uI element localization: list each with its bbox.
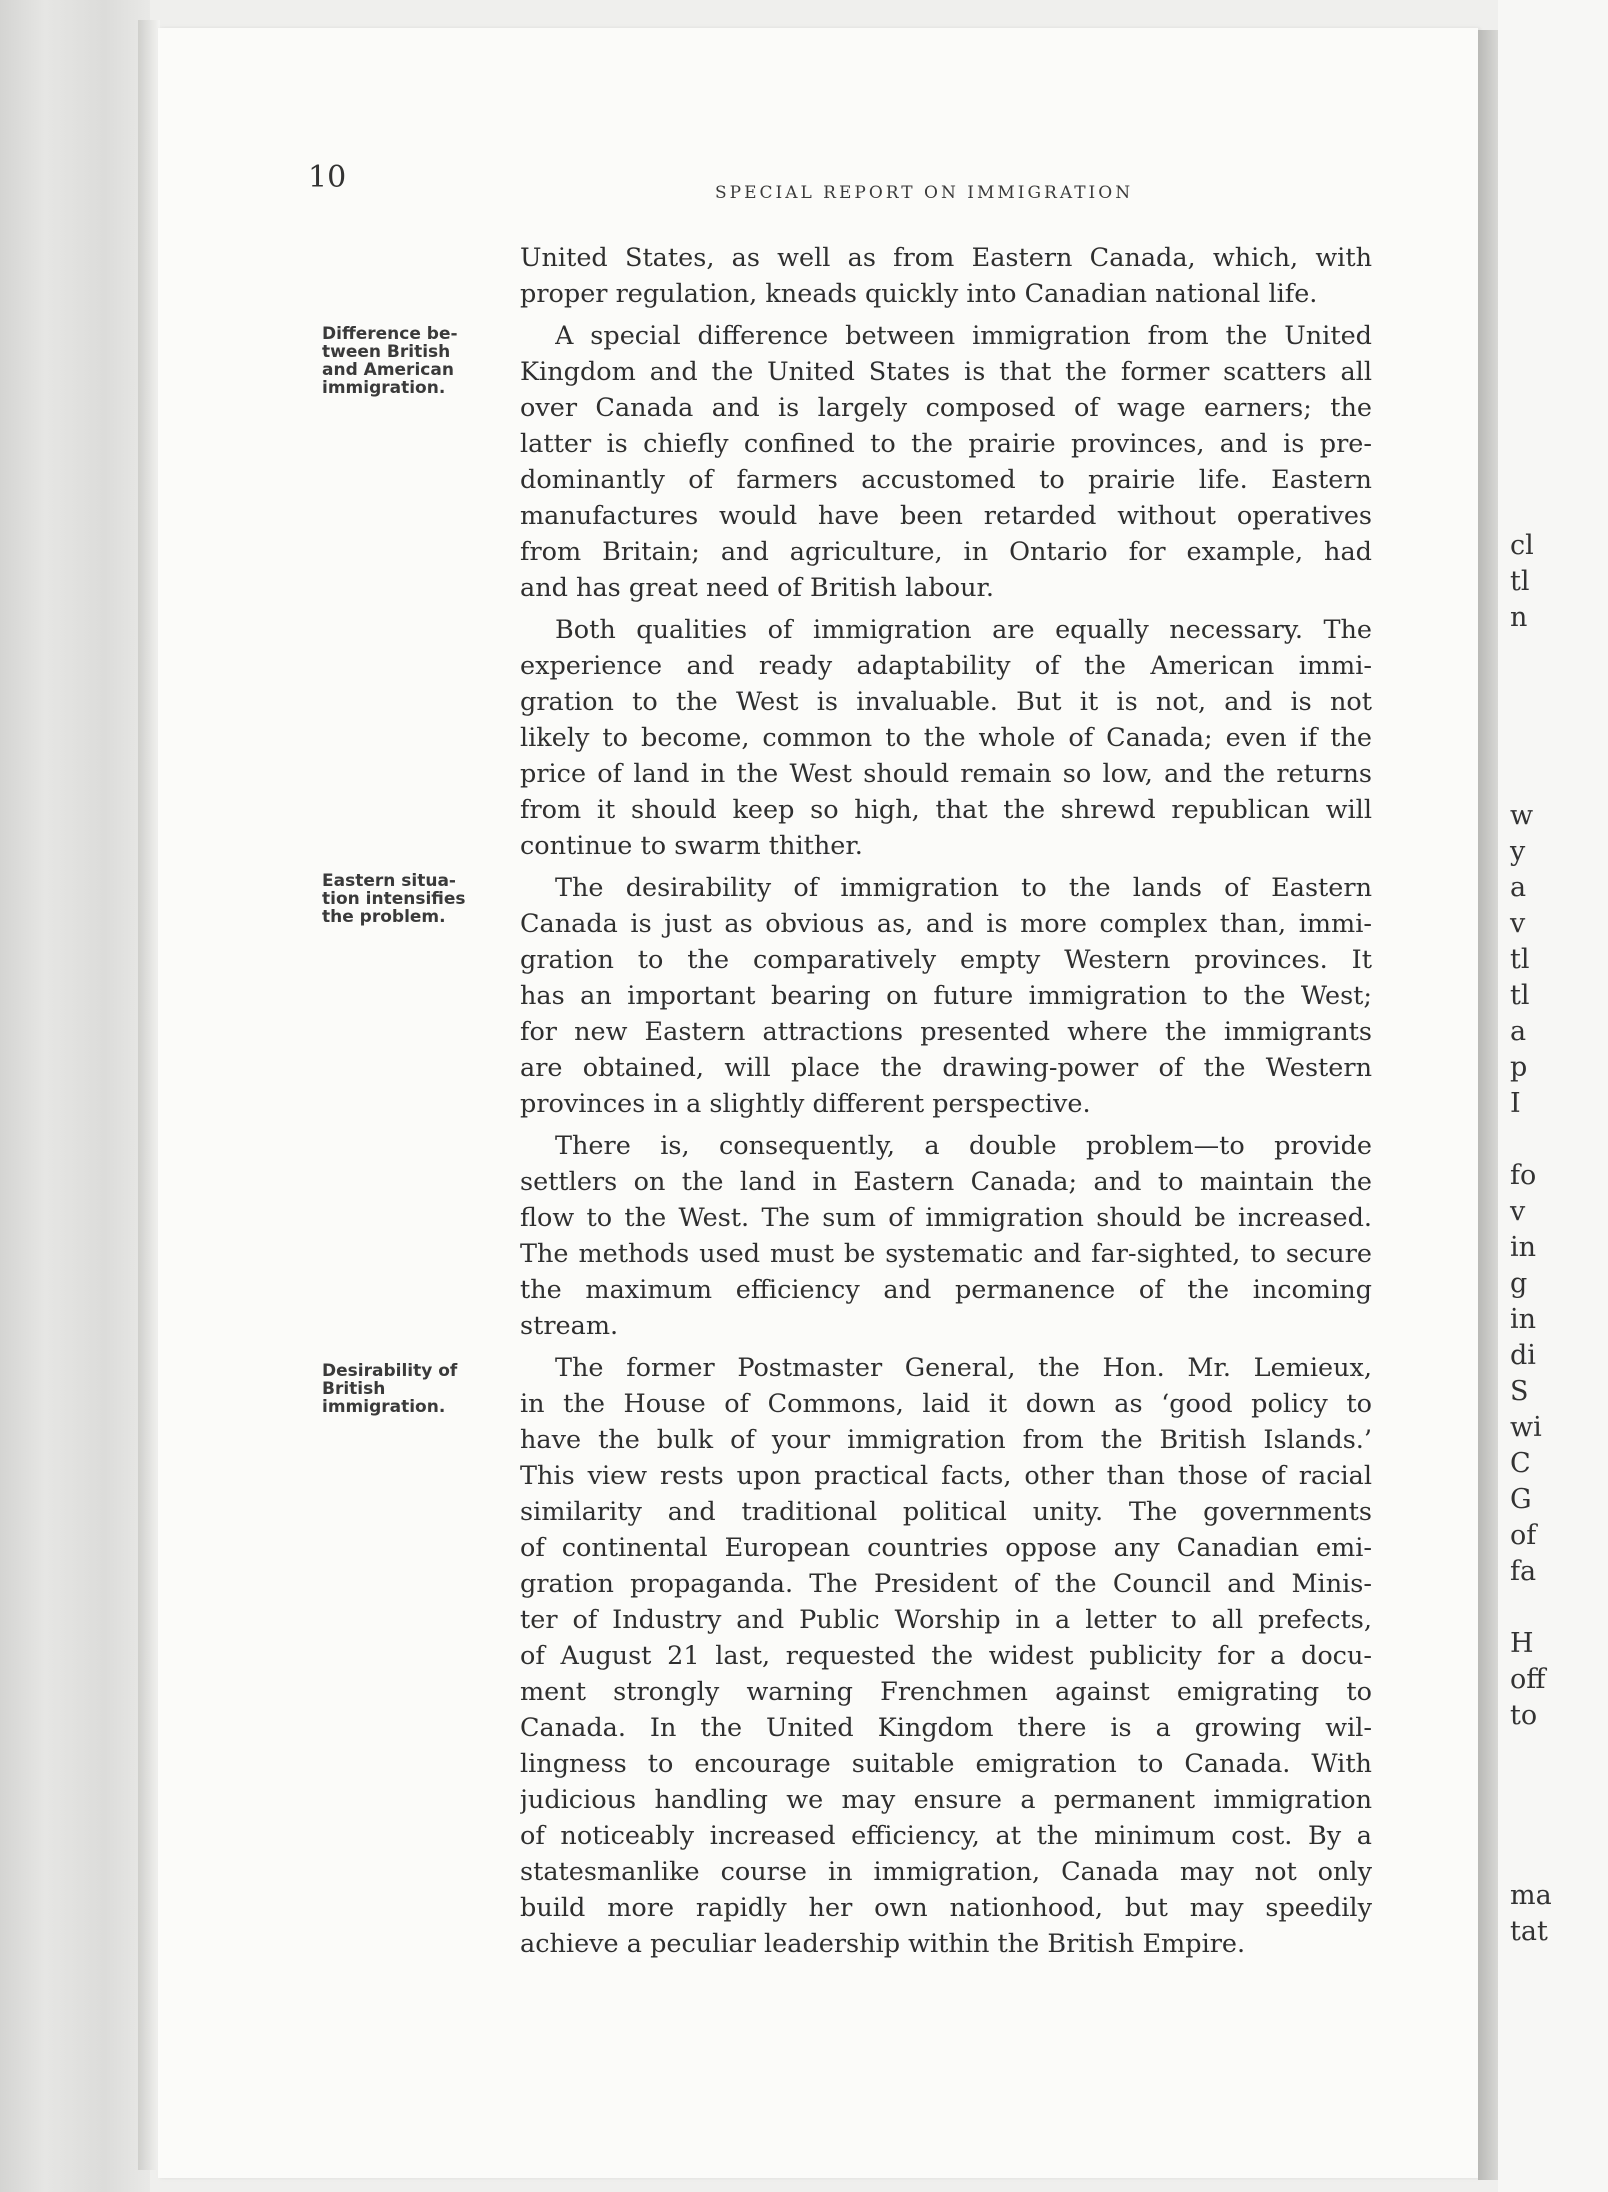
body-line: The desirability of immigration to the lands of Eastern [555, 873, 1372, 903]
sidenote-line: Difference be- [322, 324, 458, 344]
next-page-fragment: ma [1510, 1880, 1552, 1911]
page-number: 10 [308, 160, 347, 195]
sidenote-line: tion intensifies [322, 889, 466, 909]
sidenote-line: Desirability of [322, 1361, 458, 1381]
gutter-shadow [1478, 30, 1498, 2180]
body-line: from it should keep so high, that the shrewd republican will [520, 795, 1372, 825]
body-line: United States, as well as from Eastern Canada, which, with [520, 243, 1372, 273]
body-line: of August 21 last, requested the widest publicity for a docu- [520, 1641, 1372, 1671]
body-line: achieve a peculiar leadership within the British Empire. [520, 1929, 1246, 1959]
body-line: There is, consequently, a double problem—to provide [555, 1131, 1372, 1161]
sidenote-eastern [322, 872, 492, 926]
next-page-fragment: tl [1510, 566, 1530, 597]
next-page-fragment: a [1510, 872, 1527, 903]
body-line: flow to the West. The sum of immigration should be increased. [520, 1203, 1372, 1233]
next-page-fragment: tat [1510, 1916, 1548, 1947]
next-page-fragment: fo [1510, 1160, 1537, 1191]
body-line: likely to become, common to the whole of Canada; even if the [520, 723, 1372, 753]
next-page-fragment: w [1510, 800, 1534, 831]
next-page-fragment: y [1510, 836, 1526, 867]
body-line: statesmanlike course in immigration, Canada may not only [520, 1857, 1372, 1887]
body-line: stream. [520, 1311, 619, 1341]
next-page-fragment: off [1510, 1664, 1546, 1695]
running-head: SPECIAL REPORT ON IMMIGRATION [715, 183, 1134, 203]
body-line: gration propaganda. The President of the Council and Minis- [520, 1569, 1372, 1599]
body-line: have the bulk of your immigration from the British Islands.’ [520, 1425, 1372, 1455]
next-page-fragment: in [1510, 1232, 1537, 1263]
body-line: for new Eastern attractions presented where the immigrants [520, 1017, 1372, 1047]
body-line: over Canada and is largely composed of wage earners; the [520, 393, 1372, 423]
body-line: manufactures would have been retarded without operatives [520, 501, 1372, 531]
body-line: ter of Industry and Public Worship in a letter to all prefects, [520, 1605, 1372, 1635]
body-line: Kingdom and the United States is that the former scatters all [520, 357, 1372, 387]
sidenote-line: British [322, 1379, 386, 1399]
sidenote-desirability [322, 1362, 492, 1416]
next-page-fragment: v [1510, 908, 1526, 939]
body-line: provinces in a slightly different perspective. [520, 1089, 1091, 1119]
body-line: latter is chiefly confined to the prairie provinces, and is pre- [520, 429, 1372, 459]
body-line: in the House of Commons, laid it down as ‘good policy to [520, 1389, 1372, 1419]
next-page-fragment: S [1510, 1376, 1529, 1407]
next-page-fragment: H [1510, 1628, 1534, 1659]
next-page-fragment: to [1510, 1700, 1538, 1731]
body-line: the maximum efficiency and permanence of the incoming [520, 1275, 1372, 1305]
next-page-fragment: n [1510, 602, 1528, 633]
sidenote-line: tween British [322, 342, 451, 362]
next-page-fragment: fa [1510, 1556, 1537, 1587]
sidenote-line: and American [322, 360, 454, 380]
next-page-fragment: C [1510, 1448, 1531, 1479]
body-line: The methods used must be systematic and far-sighted, to secure [520, 1239, 1372, 1269]
body-line: from Britain; and agriculture, in Ontario for example, had [520, 537, 1372, 567]
body-line: settlers on the land in Eastern Canada; and to maintain the [520, 1167, 1372, 1197]
next-page-fragment: of [1510, 1520, 1537, 1551]
body-line: are obtained, will place the drawing-power of the Western [520, 1053, 1372, 1083]
body-line: lingness to encourage suitable emigration to Canada. With [520, 1749, 1372, 1779]
body-line: Canada. In the United Kingdom there is a growing wil- [520, 1713, 1372, 1743]
body-line: build more rapidly her own nationhood, but may speedily [520, 1893, 1372, 1923]
next-page-fragment: g [1510, 1268, 1528, 1299]
next-page-fragment: wi [1510, 1412, 1542, 1443]
next-page-fragment: p [1510, 1052, 1528, 1083]
next-page-fragment: G [1510, 1484, 1532, 1515]
body-line: continue to swarm thither. [520, 831, 863, 861]
body-line: ment strongly warning Frenchmen against emigrating to [520, 1677, 1372, 1707]
body-line: A special difference between immigration from the United [555, 321, 1372, 351]
body-line: experience and ready adaptability of the American immi- [520, 651, 1372, 681]
body-line: of noticeably increased efficiency, at the minimum cost. By a [520, 1821, 1372, 1851]
sidenote-line: Eastern situa- [322, 871, 456, 891]
body-line: has an important bearing on future immigration to the West; [520, 981, 1372, 1011]
sidenote-line: immigration. [322, 1397, 446, 1417]
next-page-fragment: tl [1510, 944, 1530, 975]
next-page-fragment: cl [1510, 530, 1534, 561]
body-line: of continental European countries oppose any Canadian emi- [520, 1533, 1372, 1563]
next-page-fragment: a [1510, 1016, 1527, 1047]
body-line: Canada is just as obvious as, and is more complex than, immi- [520, 909, 1372, 939]
next-page-edge [1498, 0, 1608, 2192]
body-line: gration to the comparatively empty Western provinces. It [520, 945, 1372, 975]
next-page-fragment: di [1510, 1340, 1536, 1371]
body-line: The former Postmaster General, the Hon. Mr. Lemieux, [555, 1353, 1372, 1383]
body-line: proper regulation, kneads quickly into Canadian national life. [520, 279, 1318, 309]
book-binding [0, 0, 150, 2192]
next-page-fragment: v [1510, 1196, 1526, 1227]
next-page-fragment: in [1510, 1304, 1537, 1335]
body-line: judicious handling we may ensure a permanent immigration [520, 1785, 1372, 1815]
sidenote-line: the problem. [322, 907, 446, 927]
body-line: dominantly of farmers accustomed to prairie life. Eastern [520, 465, 1372, 495]
next-page-fragment: I [1510, 1088, 1521, 1119]
next-page-fragment: tl [1510, 980, 1530, 1011]
body-line: gration to the West is invaluable. But it is not, and is not [520, 687, 1372, 717]
body-line: price of land in the West should remain so low, and the returns [520, 759, 1372, 789]
body-line: Both qualities of immigration are equally necessary. The [555, 615, 1372, 645]
body-line: This view rests upon practical facts, other than those of racial [520, 1461, 1372, 1491]
body-line: similarity and traditional political unity. The governments [520, 1497, 1372, 1527]
sidenote-difference [322, 325, 492, 397]
body-line: and has great need of British labour. [520, 573, 995, 603]
sidenote-line: immigration. [322, 378, 446, 398]
binding-edge [138, 20, 160, 2170]
